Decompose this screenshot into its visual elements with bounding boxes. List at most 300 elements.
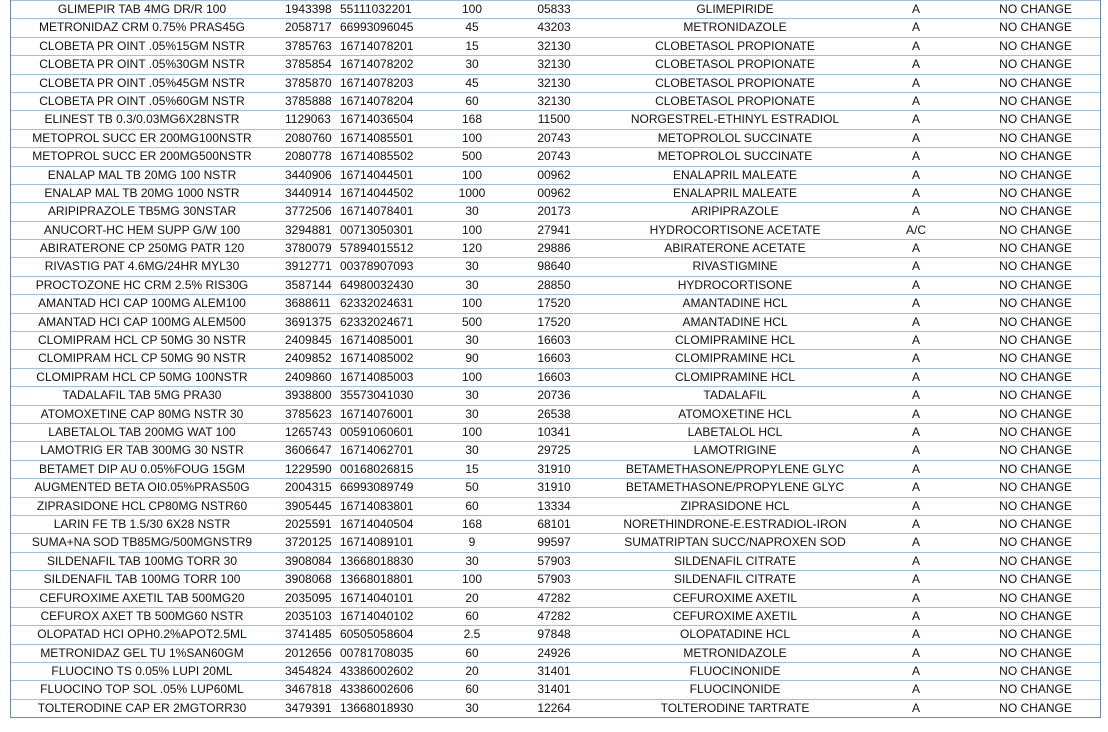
- package-size-cell: 20: [465, 590, 479, 605]
- drug-description-cell: GLIMEPIR TAB 4MG DR/R 100: [57, 2, 227, 16]
- product-code-cell: A: [911, 535, 920, 550]
- item-number-cell: 3454824: [285, 664, 332, 679]
- generic-name-cell: METRONIDAZOLE: [683, 20, 787, 35]
- generic-name-cell: TOLTERODINE TARTRATE: [660, 700, 810, 715]
- drug-description-cell: FLUOCINO TOP SOL .05% LUP60ML: [40, 682, 244, 697]
- table-row: [11, 257, 1100, 275]
- gcn-code-cell: 31401: [537, 664, 571, 679]
- ndc-number-cell: 16714085003: [340, 369, 414, 384]
- table-row: [11, 129, 1100, 147]
- drug-description-cell: TOLTERODINE CAP ER 2MGTORR30: [37, 700, 247, 715]
- gcn-code-cell: 26538: [537, 406, 571, 421]
- change-status-cell: NO CHANGE: [999, 516, 1072, 531]
- drug-description-cell: ENALAP MAL TB 20MG 100 NSTR: [47, 167, 237, 182]
- package-size-cell: 500: [461, 149, 483, 164]
- table-row: [11, 644, 1100, 662]
- item-number-cell: 3905445: [285, 498, 332, 513]
- item-number-cell: 3780079: [285, 241, 332, 256]
- table-row: [11, 276, 1100, 294]
- item-number-cell: 3440906: [285, 167, 332, 182]
- product-code-cell: A: [911, 645, 920, 660]
- package-size-cell: 120: [461, 241, 483, 256]
- change-status-cell: NO CHANGE: [999, 241, 1072, 256]
- item-number-cell: 3741485: [285, 627, 332, 642]
- table-row: [11, 497, 1100, 515]
- item-number-cell: 3912771: [285, 259, 332, 274]
- drug-description-cell: AUGMENTED BETA OI0.05%PRAS50G: [34, 480, 250, 495]
- item-number-cell: 2409845: [285, 333, 332, 348]
- table-row: [11, 349, 1100, 367]
- table-row: [11, 386, 1100, 404]
- item-number-cell: 3440914: [285, 185, 332, 200]
- product-code-cell: A: [911, 627, 920, 642]
- table-row: [11, 202, 1100, 220]
- gcn-code-cell: 20736: [537, 388, 571, 403]
- table-row: [11, 331, 1100, 349]
- package-size-cell: 30: [465, 553, 479, 568]
- drug-description-cell: CEFUROXIME AXETIL TAB 500MG20: [39, 590, 245, 605]
- table-row: [11, 662, 1100, 680]
- change-status-cell: NO CHANGE: [999, 149, 1072, 164]
- product-code-cell: A: [911, 664, 920, 679]
- generic-name-cell: CLOBETASOL PROPIONATE: [655, 93, 815, 108]
- change-status-cell: NO CHANGE: [999, 498, 1072, 513]
- product-code-cell: A: [911, 296, 920, 311]
- generic-name-cell: NORETHINDRONE-E.ESTRADIOL-IRON: [623, 516, 847, 531]
- generic-name-cell: ENALAPRIL MALEATE: [672, 167, 798, 182]
- product-code-cell: A: [911, 682, 920, 697]
- change-status-cell: NO CHANGE: [999, 130, 1072, 145]
- ndc-number-cell: 16714078202: [340, 57, 414, 72]
- change-status-cell: NO CHANGE: [999, 259, 1072, 274]
- change-status-cell: NO CHANGE: [999, 608, 1072, 623]
- product-code-cell: A: [911, 204, 920, 219]
- change-status-cell: NO CHANGE: [999, 57, 1072, 72]
- drug-description-cell: ELINEST TB 0.3/0.03MG6X28NSTR: [44, 112, 240, 127]
- generic-name-cell: HYDROCORTISONE: [677, 277, 793, 292]
- table-row: [11, 18, 1100, 36]
- package-size-cell: 30: [465, 259, 479, 274]
- item-number-cell: 3785888: [285, 93, 332, 108]
- table-row: [11, 221, 1100, 239]
- package-size-cell: 2.5: [463, 627, 481, 642]
- product-code-cell: A: [911, 185, 920, 200]
- change-status-cell: NO CHANGE: [999, 93, 1072, 108]
- ndc-number-cell: 66993089749: [340, 480, 414, 495]
- product-code-cell: A: [911, 516, 920, 531]
- drug-description-cell: CLOBETA PR OINT .05%60GM NSTR: [39, 93, 245, 108]
- drug-description-cell: ZIPRASIDONE HCL CP80MG NSTR60: [36, 498, 248, 513]
- change-status-cell: NO CHANGE: [999, 314, 1072, 329]
- change-status-cell: NO CHANGE: [999, 553, 1072, 568]
- drug-description-cell: SILDENAFIL TAB 100MG TORR 30: [46, 553, 238, 568]
- generic-name-cell: ARIPIPRAZOLE: [691, 204, 779, 219]
- product-code-cell: A: [911, 498, 920, 513]
- generic-name-cell: ATOMOXETINE HCL: [678, 406, 792, 421]
- item-number-cell: 3772506: [285, 204, 332, 219]
- table-row: [11, 625, 1100, 643]
- table-row: [11, 294, 1100, 312]
- ndc-number-cell: 16714040102: [340, 608, 414, 623]
- ndc-number-cell: 13668018830: [340, 553, 414, 568]
- change-status-cell: NO CHANGE: [999, 185, 1072, 200]
- change-status-cell: NO CHANGE: [999, 204, 1072, 219]
- gcn-code-cell: 20743: [537, 130, 571, 145]
- ndc-number-cell: 00713050301: [340, 222, 414, 237]
- change-status-cell: NO CHANGE: [999, 277, 1072, 292]
- table-row: [11, 313, 1100, 331]
- package-size-cell: 60: [465, 498, 479, 513]
- drug-description-cell: BETAMET DIP AU 0.05%FOUG 15GM: [38, 461, 246, 476]
- product-code-cell: A: [911, 38, 920, 53]
- change-status-cell: NO CHANGE: [999, 443, 1072, 458]
- product-code-cell: A: [911, 553, 920, 568]
- gcn-code-cell: 17520: [537, 296, 571, 311]
- package-size-cell: 60: [465, 93, 479, 108]
- change-status-cell: NO CHANGE: [999, 112, 1072, 127]
- generic-name-cell: CLOBETASOL PROPIONATE: [655, 38, 815, 53]
- product-code-cell: A: [911, 443, 920, 458]
- table-row: [11, 147, 1100, 165]
- change-status-cell: NO CHANGE: [999, 75, 1072, 90]
- drug-description-cell: CLOBETA PR OINT .05%30GM NSTR: [39, 57, 245, 72]
- gcn-code-cell: 00962: [537, 185, 571, 200]
- table-row: [11, 92, 1100, 110]
- change-status-cell: NO CHANGE: [999, 590, 1072, 605]
- product-code-cell: A: [911, 608, 920, 623]
- ndc-number-cell: 62332024631: [340, 296, 414, 311]
- package-size-cell: 100: [461, 130, 483, 145]
- table-row: [11, 533, 1100, 551]
- table-row: [11, 0, 1100, 18]
- drug-table: [10, 0, 1101, 718]
- table-row: [11, 478, 1100, 496]
- drug-description-cell: CLOMIPRAM HCL CP 50MG 30 NSTR: [37, 333, 247, 348]
- ndc-number-cell: 16714085501: [340, 130, 414, 145]
- generic-name-cell: LAMOTRIGINE: [693, 443, 777, 458]
- package-size-cell: 15: [465, 38, 479, 53]
- item-number-cell: 3587144: [285, 277, 332, 292]
- gcn-code-cell: 00962: [537, 167, 571, 182]
- change-status-cell: NO CHANGE: [999, 167, 1072, 182]
- change-status-cell: NO CHANGE: [999, 480, 1072, 495]
- drug-description-cell: METOPROL SUCC ER 200MG500NSTR: [32, 149, 252, 164]
- generic-name-cell: RIVASTIGMINE: [692, 259, 778, 274]
- package-size-cell: 100: [461, 572, 483, 587]
- change-status-cell: NO CHANGE: [999, 645, 1072, 660]
- table-row: [11, 55, 1100, 73]
- ndc-number-cell: 57894015512: [340, 241, 414, 256]
- ndc-number-cell: 00378907093: [340, 259, 414, 274]
- gcn-code-cell: 98640: [537, 259, 571, 274]
- item-number-cell: 3908084: [285, 553, 332, 568]
- package-size-cell: 100: [461, 2, 483, 16]
- package-size-cell: 100: [461, 424, 483, 439]
- table-row: [11, 680, 1100, 698]
- change-status-cell: NO CHANGE: [999, 38, 1072, 53]
- drug-description-cell: LARIN FE TB 1.5/30 6X28 NSTR: [53, 516, 231, 531]
- change-status-cell: NO CHANGE: [999, 20, 1072, 35]
- gcn-code-cell: 32130: [537, 93, 571, 108]
- drug-description-cell: METOPROL SUCC ER 200MG100NSTR: [32, 130, 252, 145]
- table-row: [11, 239, 1100, 257]
- ndc-number-cell: 16714085002: [340, 351, 414, 366]
- product-code-cell: A: [911, 351, 920, 366]
- package-size-cell: 45: [465, 20, 479, 35]
- item-number-cell: 2004315: [285, 480, 332, 495]
- item-number-cell: 3688611: [285, 296, 331, 311]
- ndc-number-cell: 13668018801: [340, 572, 414, 587]
- gcn-code-cell: 43203: [537, 20, 571, 35]
- item-number-cell: 3908068: [285, 572, 332, 587]
- drug-description-cell: CLOBETA PR OINT .05%45GM NSTR: [39, 75, 245, 90]
- item-number-cell: 3294881: [285, 222, 332, 237]
- generic-name-cell: LABETALOL HCL: [687, 424, 783, 439]
- product-code-cell: A: [911, 130, 920, 145]
- ndc-number-cell: 16714078204: [340, 93, 414, 108]
- drug-description-cell: SUMA+NA SOD TB85MG/500MGNSTR9: [31, 535, 253, 550]
- ndc-number-cell: 00591060601: [340, 424, 414, 439]
- gcn-code-cell: 05833: [537, 2, 571, 16]
- drug-description-cell: SILDENAFIL TAB 100MG TORR 100: [43, 572, 241, 587]
- generic-name-cell: AMANTADINE HCL: [682, 314, 788, 329]
- item-number-cell: 1229590: [285, 461, 332, 476]
- generic-name-cell: SILDENAFIL CITRATE: [673, 553, 797, 568]
- gcn-code-cell: 17520: [537, 314, 571, 329]
- ndc-number-cell: 16714078401: [340, 204, 414, 219]
- gcn-code-cell: 27941: [537, 222, 571, 237]
- gcn-code-cell: 29725: [537, 443, 571, 458]
- gcn-code-cell: 97848: [537, 627, 571, 642]
- drug-description-cell: ATOMOXETINE CAP 80MG NSTR 30: [40, 406, 244, 421]
- product-code-cell: A: [911, 461, 920, 476]
- item-number-cell: 2409852: [285, 351, 332, 366]
- change-status-cell: NO CHANGE: [999, 369, 1072, 384]
- drug-description-cell: METRONIDAZ GEL TU 1%SAN60GM: [40, 645, 244, 660]
- item-number-cell: 2035095: [285, 590, 332, 605]
- item-number-cell: 3720125: [285, 535, 332, 550]
- generic-name-cell: ENALAPRIL MALEATE: [672, 185, 798, 200]
- change-status-cell: NO CHANGE: [999, 535, 1072, 550]
- ndc-number-cell: 35573041030: [340, 388, 414, 403]
- drug-description-cell: FLUOCINO TS 0.05% LUPI 20ML: [51, 664, 233, 679]
- change-status-cell: NO CHANGE: [999, 222, 1072, 237]
- item-number-cell: 2409860: [285, 369, 332, 384]
- drug-description-cell: ARIPIPRAZOLE TB5MG 30NSTAR: [47, 204, 237, 219]
- package-size-cell: 60: [465, 645, 479, 660]
- generic-name-cell: METRONIDAZOLE: [683, 645, 787, 660]
- product-code-cell: A: [911, 112, 920, 127]
- package-size-cell: 100: [461, 369, 483, 384]
- item-number-cell: 3785763: [285, 38, 332, 53]
- generic-name-cell: METOPROLOL SUCCINATE: [657, 130, 813, 145]
- gcn-code-cell: 12264: [537, 700, 571, 715]
- product-code-cell: A: [911, 259, 920, 274]
- package-size-cell: 30: [465, 388, 479, 403]
- package-size-cell: 30: [465, 57, 479, 72]
- generic-name-cell: CLOBETASOL PROPIONATE: [655, 75, 815, 90]
- product-code-cell: A: [911, 314, 920, 329]
- ndc-number-cell: 16714044502: [340, 185, 414, 200]
- item-number-cell: 3691375: [285, 314, 332, 329]
- generic-name-cell: SUMATRIPTAN SUCC/NAPROXEN SOD: [624, 535, 846, 550]
- change-status-cell: NO CHANGE: [999, 333, 1072, 348]
- ndc-number-cell: 16714076001: [340, 406, 414, 421]
- ndc-number-cell: 55111032201: [340, 2, 412, 16]
- gcn-code-cell: 32130: [537, 38, 571, 53]
- drug-description-cell: CLOBETA PR OINT .05%15GM NSTR: [39, 38, 245, 53]
- drug-description-cell: AMANTAD HCI CAP 100MG ALEM100: [38, 296, 246, 311]
- change-status-cell: NO CHANGE: [999, 406, 1072, 421]
- ndc-number-cell: 66993096045: [340, 20, 414, 35]
- gcn-code-cell: 10341: [537, 424, 571, 439]
- item-number-cell: 2080778: [285, 149, 332, 164]
- gcn-code-cell: 47282: [537, 608, 571, 623]
- table-row: [11, 589, 1100, 607]
- item-number-cell: 2035103: [285, 608, 332, 623]
- generic-name-cell: CEFUROXIME AXETIL: [672, 590, 798, 605]
- gcn-code-cell: 47282: [537, 590, 571, 605]
- package-size-cell: 50: [465, 480, 479, 495]
- ndc-number-cell: 00781708035: [340, 645, 414, 660]
- ndc-number-cell: 43386002606: [340, 682, 414, 697]
- gcn-code-cell: 31401: [537, 682, 571, 697]
- ndc-number-cell: 13668018930: [340, 700, 414, 715]
- table-row: [11, 74, 1100, 92]
- table-row: [11, 607, 1100, 625]
- change-status-cell: NO CHANGE: [999, 351, 1072, 366]
- package-size-cell: 30: [465, 204, 479, 219]
- ndc-number-cell: 60505058604: [340, 627, 414, 642]
- ndc-number-cell: 00168026815: [340, 461, 414, 476]
- generic-name-cell: ABIRATERONE ACETATE: [664, 241, 806, 256]
- package-size-cell: 168: [461, 112, 483, 127]
- ndc-number-cell: 62332024671: [340, 314, 414, 329]
- change-status-cell: NO CHANGE: [999, 700, 1072, 715]
- item-number-cell: 1943398: [285, 2, 332, 16]
- gcn-code-cell: 31910: [537, 480, 571, 495]
- ndc-number-cell: 16714078203: [340, 75, 414, 90]
- package-size-cell: 168: [461, 516, 483, 531]
- ndc-number-cell: 16714040504: [340, 516, 414, 531]
- product-code-cell: A: [911, 241, 920, 256]
- drug-description-cell: RIVASTIG PAT 4.6MG/24HR MYL30: [44, 259, 240, 274]
- package-size-cell: 60: [465, 682, 479, 697]
- item-number-cell: 3467818: [285, 682, 332, 697]
- item-number-cell: 2058717: [285, 20, 332, 35]
- ndc-number-cell: 64980032430: [340, 277, 414, 292]
- ndc-number-cell: 16714078201: [340, 38, 414, 53]
- table-row: [11, 405, 1100, 423]
- table-row: [11, 184, 1100, 202]
- item-number-cell: 3479391: [285, 700, 332, 715]
- ndc-number-cell: 16714085502: [340, 149, 414, 164]
- package-size-cell: 30: [465, 443, 479, 458]
- drug-description-cell: ANUCORT-HC HEM SUPP G/W 100: [43, 222, 241, 237]
- ndc-number-cell: 16714044501: [340, 167, 414, 182]
- change-status-cell: NO CHANGE: [999, 627, 1072, 642]
- product-code-cell: A: [911, 406, 920, 421]
- generic-name-cell: CLOMIPRAMINE HCL: [674, 333, 796, 348]
- package-size-cell: 45: [465, 75, 479, 90]
- table-row: [11, 423, 1100, 441]
- change-status-cell: NO CHANGE: [999, 682, 1072, 697]
- ndc-number-cell: 16714083801: [340, 498, 414, 513]
- change-status-cell: NO CHANGE: [999, 572, 1072, 587]
- drug-description-cell: CLOMIPRAM HCL CP 50MG 100NSTR: [36, 369, 248, 384]
- item-number-cell: 1265743: [285, 424, 332, 439]
- drug-description-cell: CLOMIPRAM HCL CP 50MG 90 NSTR: [37, 351, 247, 366]
- generic-name-cell: GLIMEPIRIDE: [696, 2, 774, 16]
- generic-name-cell: HYDROCORTISONE ACETATE: [649, 222, 821, 237]
- generic-name-cell: BETAMETHASONE/PROPYLENE GLYC: [625, 461, 845, 476]
- item-number-cell: 3785870: [285, 75, 332, 90]
- package-size-cell: 30: [465, 277, 479, 292]
- package-size-cell: 30: [465, 333, 479, 348]
- package-size-cell: 100: [461, 222, 483, 237]
- product-code-cell: A/C: [905, 222, 926, 237]
- gcn-code-cell: 99597: [537, 535, 571, 550]
- change-status-cell: NO CHANGE: [999, 424, 1072, 439]
- generic-name-cell: FLUOCINONIDE: [689, 664, 781, 679]
- table-row: [11, 699, 1100, 717]
- gcn-code-cell: 11500: [537, 112, 571, 127]
- gcn-code-cell: 20173: [537, 204, 571, 219]
- product-code-cell: A: [911, 333, 920, 348]
- table-row: [11, 552, 1100, 570]
- drug-description-cell: CEFUROX AXET TB 500MG60 NSTR: [40, 608, 244, 623]
- package-size-cell: 60: [465, 608, 479, 623]
- item-number-cell: 3606647: [285, 443, 332, 458]
- product-code-cell: A: [911, 480, 920, 495]
- package-size-cell: 500: [461, 314, 483, 329]
- package-size-cell: 20: [465, 664, 479, 679]
- package-size-cell: 100: [461, 296, 483, 311]
- product-code-cell: A: [911, 369, 920, 384]
- generic-name-cell: ZIPRASIDONE HCL: [680, 498, 790, 513]
- product-code-cell: A: [911, 93, 920, 108]
- product-code-cell: A: [911, 590, 920, 605]
- generic-name-cell: CLOMIPRAMINE HCL: [674, 369, 796, 384]
- item-number-cell: 3938800: [285, 388, 332, 403]
- generic-name-cell: SILDENAFIL CITRATE: [673, 572, 797, 587]
- table-row: [11, 441, 1100, 459]
- change-status-cell: NO CHANGE: [999, 461, 1072, 476]
- gcn-code-cell: 32130: [537, 57, 571, 72]
- gcn-code-cell: 16603: [537, 351, 571, 366]
- drug-description-cell: METRONIDAZ CRM 0.75% PRAS45G: [38, 20, 246, 35]
- product-code-cell: A: [911, 388, 920, 403]
- ndc-number-cell: 16714036504: [340, 112, 414, 127]
- change-status-cell: NO CHANGE: [999, 664, 1072, 679]
- gcn-code-cell: 29886: [537, 241, 571, 256]
- ndc-number-cell: 16714062701: [340, 443, 414, 458]
- drug-description-cell: AMANTAD HCI CAP 100MG ALEM500: [38, 314, 246, 329]
- product-code-cell: A: [911, 20, 920, 35]
- table-row: [11, 37, 1100, 55]
- generic-name-cell: AMANTADINE HCL: [682, 296, 788, 311]
- drug-description-cell: ABIRATERONE CP 250MG PATR 120: [39, 241, 245, 256]
- package-size-cell: 15: [465, 461, 479, 476]
- table-row: [11, 460, 1100, 478]
- product-code-cell: A: [911, 700, 920, 715]
- product-code-cell: A: [911, 277, 920, 292]
- drug-description-cell: ENALAP MAL TB 20MG 1000 NSTR: [44, 185, 240, 200]
- ndc-number-cell: 16714040101: [340, 590, 414, 605]
- gcn-code-cell: 31910: [537, 461, 571, 476]
- item-number-cell: 3785623: [285, 406, 332, 421]
- item-number-cell: 1129063: [285, 112, 331, 127]
